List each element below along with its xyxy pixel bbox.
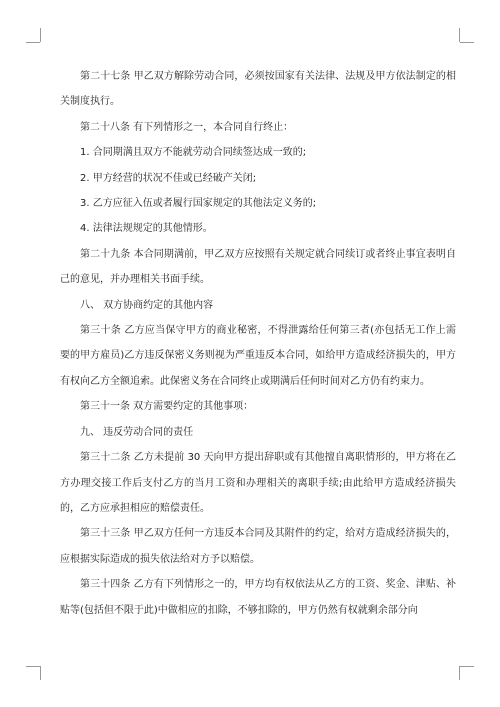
crop-mark-bottom-right — [460, 666, 474, 667]
clause-30: 第三十条 乙方应当保守甲方的商业秘密，不得泄露给任何第三者(亦包括无工作上需要的甲方雇员)乙方违反保密义务则视为严重违反本合同，如给甲方造成经济损失的，甲方有权向乙方全额追索。此保密义务在合同终止或期满后任何时间对乙方仍有约束力。 — [60, 325, 456, 387]
clause-29: 第二十九条 本合同期满前，甲乙双方应按照有关规定就合同续订或者终止事宜表明自己的意见，并办理相关书面手续。 — [60, 248, 456, 286]
clause-27: 第二十七条 甲乙双方解除劳动合同，必须按国家有关法律、法规及甲方依法制定的相关制度执行。 — [60, 71, 456, 108]
clause-31: 第三十一条 双方需要约定的其他事项： — [80, 401, 254, 413]
document-body — [60, 64, 456, 623]
clause-34: 第三十四条 乙方有下列情形之一的，甲方均有权依法从乙方的工资、奖金、津贴、补贴等(包括但不限于此)中做相应的扣除，不够扣除的，甲方仍然有权就剩余部分向 — [60, 579, 456, 616]
crop-mark-bottom-left — [26, 666, 40, 667]
list-item: 2. 甲方经营的状况不佳或已经破产关闭; — [80, 172, 257, 184]
section-heading: 九、 违反劳动合同的责任 — [80, 426, 194, 438]
crop-mark-top-right — [460, 42, 474, 43]
list-item: 1. 合同期满且双方不能就劳动合同续签达成一致的; — [80, 147, 307, 159]
clause-33: 第三十三条 甲乙双方任何一方违反本合同及其附件的约定，给对方造成经济损失的，应根据实际造成的损失依法给对方予以赔偿。 — [60, 528, 456, 565]
clause-32: 第三十二条 乙方未提前 30 天向甲方提出辞职或有其他擅自离职情形的，甲方将在乙方办理交接工作后支付乙方的当月工资和办理相关的离职手续;由此给甲方造成经济损失的，乙方应承担相应的赔偿责任。 — [60, 452, 456, 514]
clause-28: 第二十八条 有下列情形之一，本合同自行终止： — [80, 121, 294, 133]
crop-mark-bottom-right — [459, 666, 460, 680]
crop-mark-top-right — [459, 28, 460, 42]
crop-mark-top-left — [26, 42, 40, 43]
list-item: 3. 乙方应征入伍或者履行国家规定的其他法定义务的; — [80, 198, 317, 210]
crop-mark-bottom-left — [40, 666, 41, 680]
crop-mark-top-left — [40, 28, 41, 42]
list-item: 4. 法律法规规定的其他情形。 — [80, 223, 213, 235]
section-heading: 八、 双方协商约定的其他内容 — [80, 299, 214, 311]
